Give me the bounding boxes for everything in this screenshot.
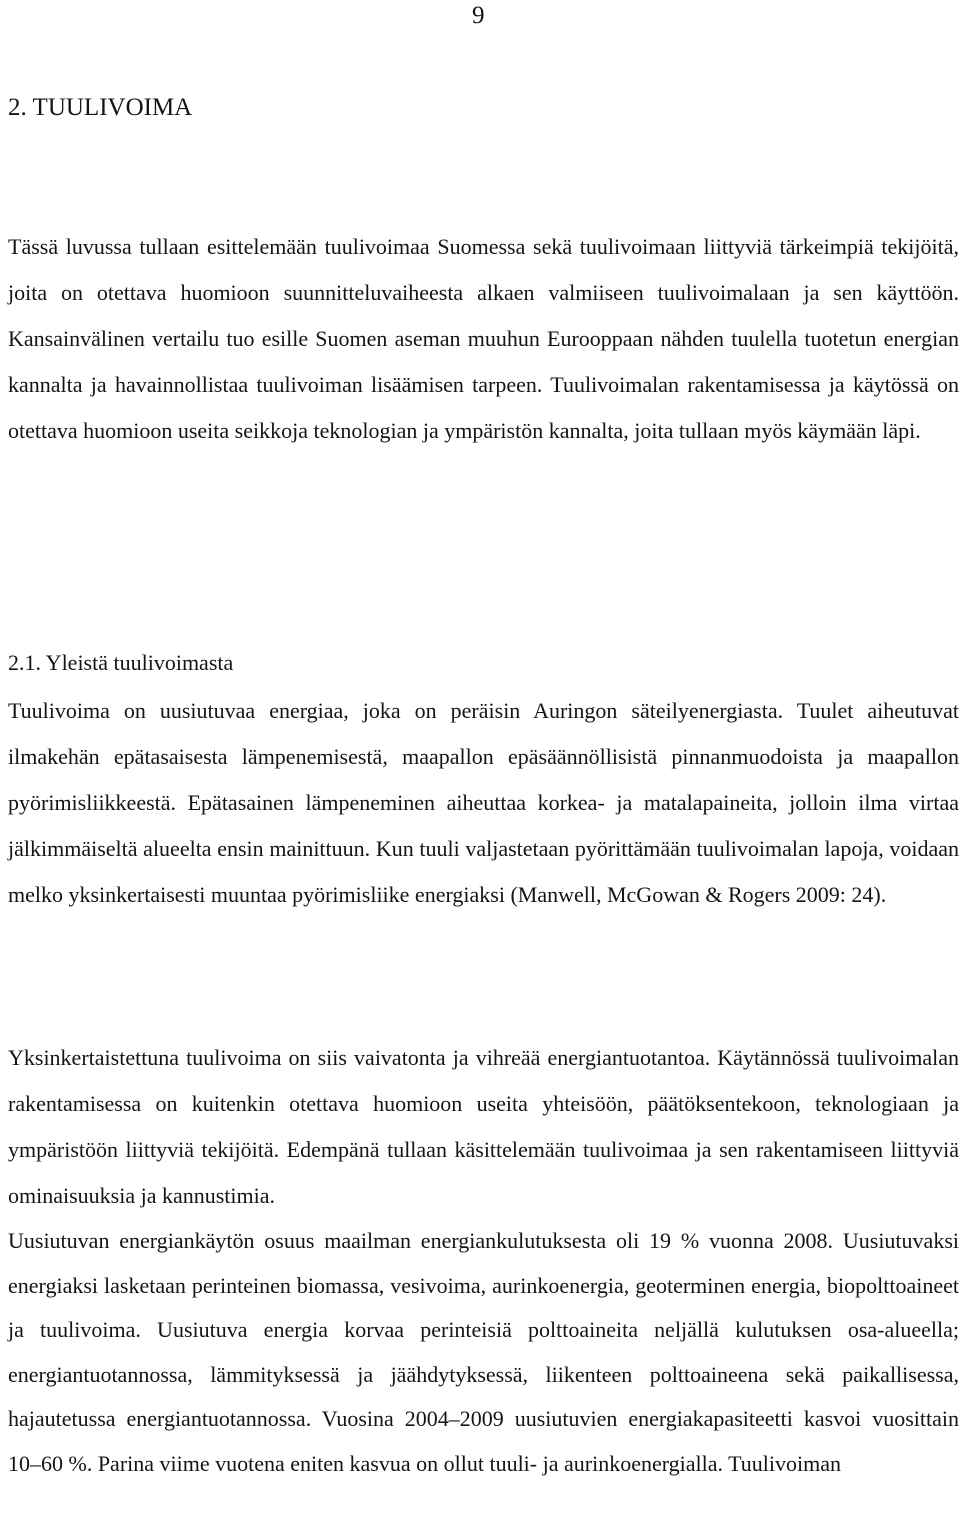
- page-number: 9: [472, 2, 485, 29]
- chapter-heading: 2. TUULIVOIMA: [8, 94, 193, 121]
- chapter-intro-paragraph: Tässä luvussa tullaan esittelemään tuulivoimaa Suomessa sekä tuulivoimaan liittyviä tärkeimpiä tekijöitä, joita on otettava huomioon suunnitteluvaiheesta alkaen valmiiseen tuulivoimalaan ja sen käyttöön. Kansainvälinen vertailu tuo esille Suomen aseman muuhun Eurooppaan nähden tuulella tuotetun energian kannalta ja havainnollistaa tuulivoiman lisäämisen tarpeen. Tuulivoimalan rakentamisessa ja käytössä on otettava huomioon useita seikkoja teknologian ja ympäristön kannalta, joita tullaan myös käymään läpi.: [8, 234, 959, 443]
- body-paragraph: Uusiutuvan energiankäytön osuus maailman energiankulutuksesta oli 19 % vuonna 2008. Uusiutuvaksi energiaksi lasketaan perinteinen biomassa, vesivoima, aurinkoenergia, geoterminen energia, biopolttoaineet ja tuulivoima. Uusiutuva energia korvaa perinteisiä polttoaineita neljällä kulutuksen osa-alueella; energiantuotannossa, lämmityksessä ja jäähdytyksessä, liikenteen polttoaineena sekä paikallisessa, hajautetussa energiantuotannossa. Vuosina 2004–2009 uusiutuvien energiakapasiteetti kasvoi vuosittain 10–60 %. Parina viime vuotena eniten kasvua on ollut tuuli- ja aurinkoenergialla. Tuulivoiman: [8, 1228, 959, 1476]
- section-heading: 2.1. Yleistä tuulivoimasta: [8, 650, 234, 675]
- body-paragraph: Yksinkertaistettuna tuulivoima on siis vaivatonta ja vihreää energiantuotantoa. Käytännössä tuulivoimalan rakentamisessa on kuitenkin otettava huomioon useita yhteisöön, päätöksentekoon, teknologiaan ja ympäristöön liittyviä tekijöitä. Edempänä tullaan käsittelemään tuulivoimaa ja sen rakentamiseen liittyviä ominaisuuksia ja kannustimia.: [8, 1045, 959, 1208]
- body-paragraph: Tuulivoima on uusiutuvaa energiaa, joka on peräisin Auringon säteilyenergiasta. Tuulet aiheutuvat ilmakehän epätasaisesta lämpenemisestä, maapallon epäsäännöllisistä pinnanmuodoista ja maapallon pyörimisliikkeestä. Epätasainen lämpeneminen aiheuttaa korkea- ja matalapaineita, jolloin ilma virtaa jälkimmäiseltä alueelta ensin mainittuun. Kun tuuli valjastetaan pyörittämään tuulivoimalan lapoja, voidaan melko yksinkertaisesti muuntaa pyörimisliike energiaksi (Manwell, McGowan & Rogers 2009: 24).: [8, 698, 959, 907]
